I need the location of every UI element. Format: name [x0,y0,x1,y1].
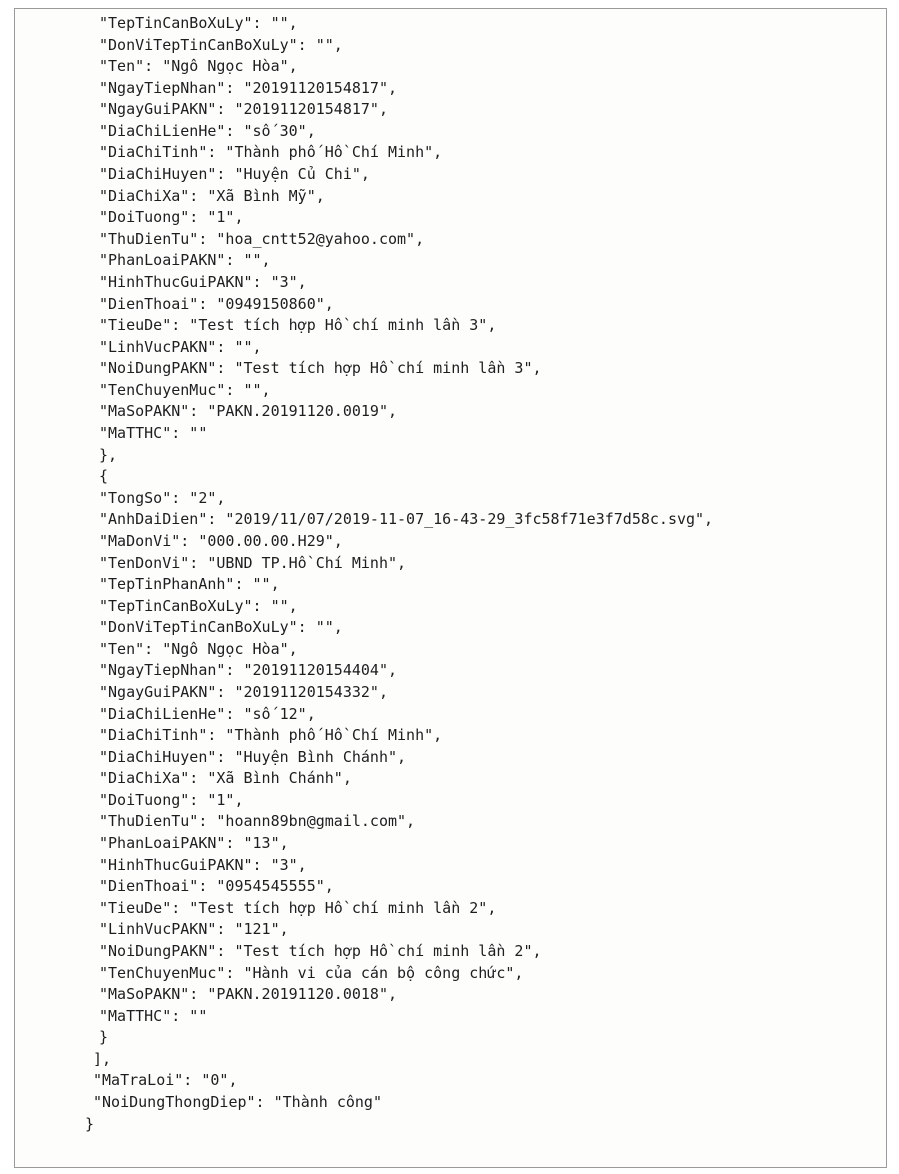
code-line: "ThuDienTu": "hoann89bn@gmail.com", [99,812,416,831]
code-line: "NgayTiepNhan": "20191120154404", [99,661,398,680]
code-line: "DiaChiLienHe": "số 30", [99,121,316,140]
code-line: "LinhVucPAKN": "121", [99,920,289,939]
document-page [14,8,887,1168]
code-line: "DienThoai": "0949150860", [99,294,334,313]
code-line: "DiaChiHuyen": "Huyện Củ Chi", [99,165,370,184]
code-line: "TenChuyenMuc": "Hành vi của cán bộ công chức", [99,963,524,982]
json-code-listing [15,9,886,1167]
code-line: ], [93,1049,112,1068]
code-line: "TepTinCanBoXuLy": "", [99,596,298,615]
code-line: "NgayGuiPAKN": "20191120154332", [99,682,388,701]
code-line: "DiaChiXa": "Xã Bình Chánh", [99,769,352,788]
code-line: { [99,467,109,486]
code-line: } [85,1114,95,1133]
code-line: "DonViTepTinCanBoXuLy": "", [99,618,343,637]
code-line: "TenDonVi": "UBND TP.Hồ Chí Minh", [99,553,407,572]
code-line: "NoiDungThongDiep": "Thành công" [93,1093,382,1111]
code-line: "MaTTHC": "" [99,424,208,443]
code-line: "TieuDe": "Test tích hợp Hồ chí minh lần 2", [99,898,497,917]
code-line: "PhanLoaiPAKN": "13", [99,834,289,853]
code-line: "TenChuyenMuc": "", [99,380,271,399]
code-line: "NgayGuiPAKN": "20191120154817", [99,100,388,119]
code-line: "MaTraLoi": "0", [93,1071,238,1090]
code-line: "MaTTHC": "" [99,1006,208,1025]
code-line: } [99,1028,109,1047]
code-line: "DiaChiTinh": "Thành phố Hồ Chí Minh", [99,143,443,162]
code-line: "DienThoai": "0954545555", [99,877,334,896]
code-line: "PhanLoaiPAKN": "", [99,251,271,270]
code-line: "Ten": "Ngô Ngọc Hòa", [99,639,298,658]
code-line: "DiaChiLienHe": "số 12", [99,704,316,723]
code-line: "DiaChiXa": "Xã Bình Mỹ", [99,186,325,205]
code-line: }, [99,445,118,464]
code-line: "TieuDe": "Test tích hợp Hồ chí minh lần 3", [99,316,497,335]
code-line: "DoiTuong": "1", [99,790,244,809]
code-line: "MaSoPAKN": "PAKN.20191120.0019", [99,402,398,421]
code-line: "NoiDungPAKN": "Test tích hợp Hồ chí minh lần 2", [99,941,542,960]
code-line: "NoiDungPAKN": "Test tích hợp Hồ chí minh lần 3", [99,359,542,378]
code-line: "NgayTiepNhan": "20191120154817", [99,78,398,97]
code-line: "LinhVucPAKN": "", [99,337,262,356]
code-line: "AnhDaiDien": "2019/11/07/2019-11-07_16-43-29_3fc58f71e3f7d58c.svg", [99,510,714,529]
code-line: "HinhThucGuiPAKN": "3", [99,855,307,874]
code-line: "DoiTuong": "1", [99,208,244,227]
code-line: "HinhThucGuiPAKN": "3", [99,272,307,291]
code-line: "ThuDienTu": "hoa_cntt52@yahoo.com", [99,229,425,248]
code-line: "MaSoPAKN": "PAKN.20191120.0018", [99,985,398,1004]
code-line: "Ten": "Ngô Ngọc Hòa", [99,57,298,76]
code-line: "TepTinPhanAnh": "", [99,575,280,594]
code-line: "TepTinCanBoXuLy": "", [99,14,298,32]
code-line: "DiaChiTinh": "Thành phố Hồ Chí Minh", [99,726,443,745]
code-line: "TongSo": "2", [99,488,226,507]
code-line: "DonViTepTinCanBoXuLy": "", [99,35,343,54]
code-line: "DiaChiHuyen": "Huyện Bình Chánh", [99,747,407,766]
code-line: "MaDonVi": "000.00.00.H29", [99,531,343,550]
